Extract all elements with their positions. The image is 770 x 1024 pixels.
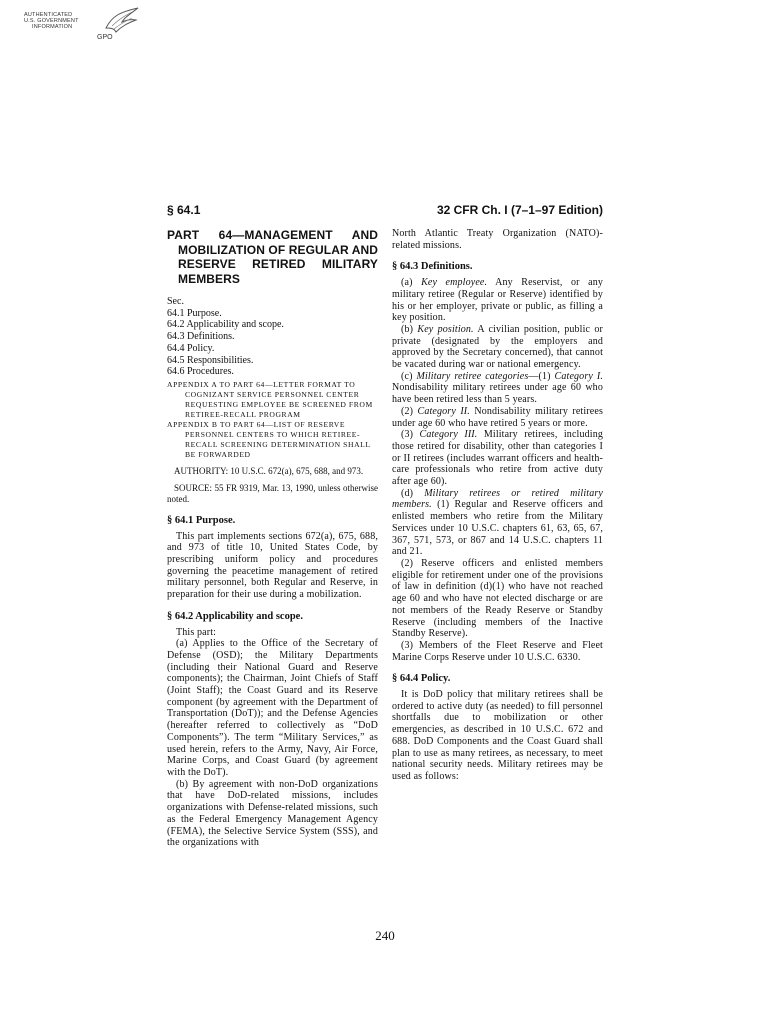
definition-text: Nondisability military retirees under age 60 who have retired 5 years or more. <box>392 405 603 429</box>
section-64-4-heading: § 64.4 Policy. <box>392 673 451 685</box>
toc-item: 64.5 Responsibilities. <box>167 354 254 366</box>
section-header: § 64.1 <box>167 203 201 217</box>
section-64-2-para-a: (a) Applies to the Office of the Secretary of Defense (OSD); the Military Departments (including their National Guard and Reserve components); the Chairman, Joint Chiefs of Staff (Joint Staff); the Coast Guard and its Reserve component (by agreement with the Department of Transportation (DoT)); and the Defense Agencies (hereafter referred to collectively as “DoD Components”). The term “Military Services,” as used herein, refers to the Army, Navy, Air Force, Marine Corps, and Coast Guard (by agreement with the DoT). <box>167 638 378 778</box>
stamp-line-2: U.S. GOVERNMENT <box>24 18 79 24</box>
section-64-2-heading: § 64.2 Applicability and scope. <box>167 610 303 622</box>
definition-text: Any Reservist, or any military retiree (Regular or Reserve) identified by his or her employer, private or public, as filling a key position. <box>392 277 603 324</box>
toc-item: 64.4 Policy. <box>167 342 215 354</box>
stamp-gpo: GPO <box>97 34 113 41</box>
toc-appendix-b: APPENDIX B TO PART 64—LIST OF RESERVE PERSONNEL CENTERS TO WHICH RETIREE-RECALL SCREENING DETERMINATION SHALL BE FORWARDED <box>167 419 371 459</box>
para-label: (a) <box>401 277 413 289</box>
source-note: SOURCE: 55 FR 9319, Mar. 13, 1990, unless otherwise noted. <box>167 482 378 504</box>
para-label: (c) <box>401 370 413 382</box>
section-64-3-heading: § 64.3 Definitions. <box>392 261 473 273</box>
defined-term: Category III. <box>419 429 478 441</box>
defined-term: Military retiree categories <box>416 370 529 382</box>
stamp-line-1: AUTHENTICATED <box>24 12 73 18</box>
right-column <box>392 228 603 783</box>
para-label: —(1) <box>528 370 551 382</box>
defined-term: Category II. <box>417 405 470 417</box>
definition-retiree-categories <box>392 371 603 406</box>
para-label: (3) <box>401 429 414 441</box>
definition-military-retirees <box>392 488 603 558</box>
section-64-2-para-b-continued: North Atlantic Treaty Organization (NATO)-related missions. <box>392 228 603 251</box>
section-64-2-intro: This part: <box>176 626 217 638</box>
defined-term: Military retirees or retired military members. <box>392 487 603 511</box>
defined-term: Category I. <box>554 370 603 382</box>
page-number: 240 <box>375 928 395 943</box>
toc-item: 64.1 Purpose. <box>167 307 222 319</box>
table-of-contents <box>167 308 378 378</box>
definition-category-iii <box>392 429 603 488</box>
definition-military-retirees-2: (2) Reserve officers and enlisted members eligible for retirement under one of the provisions of law in definition (d)(1) who have not reached age 60 and who have not elected discharge or are not members of the Ready Reserve or Standby Reserve (including members of the Inactive Standby Reserve). <box>392 557 603 640</box>
para-label: (b) <box>401 323 414 335</box>
toc-item: 64.6 Procedures. <box>167 366 234 378</box>
toc-item: 64.2 Applicability and scope. <box>167 319 284 331</box>
authority-note: AUTHORITY: 10 U.S.C. 672(a), 675, 688, and 973. <box>174 465 364 476</box>
definition-text: A civilian position, public or private (designated by the employers and approved by the Secretary concerned), that cannot be vacated during war or national emergency. <box>392 323 603 371</box>
toc-item: 64.3 Definitions. <box>167 331 235 343</box>
para-label: (2) <box>401 405 414 417</box>
toc-sec-label: Sec. <box>167 296 184 307</box>
toc-appendix-a: APPENDIX A TO PART 64—LETTER FORMAT TO COGNIZANT SERVICE PERSONNEL CENTER REQUESTING EMPLOYEE BE SCREENED FROM RETIREE-RECALL PROGRAM <box>167 379 373 419</box>
definition-key-position <box>392 324 603 371</box>
definition-key-employee <box>392 277 603 324</box>
section-64-1-text: This part implements sections 672(a), 675, 688, and 973 of title 10, United States Code, by prescribing uniform policy and procedures governing the peacetime management of retired military personnel, both Regular and Reserve, in preparation for their use during a mobilization. <box>167 530 378 601</box>
para-label: (d) <box>401 487 414 499</box>
edition-header: 32 CFR Ch. I (7–1–97 Edition) <box>436 203 603 217</box>
stamp-line-3: INFORMATION <box>32 24 73 30</box>
section-64-1-heading: § 64.1 Purpose. <box>167 514 236 526</box>
section-64-2-para-b: (b) By agreement with non-DoD organizations that have DoD-related missions, includes organizations with Defense-related missions, such as the Federal Emergency Management Agency (FEMA), the Selective Service System (SSS), and the organizations with <box>167 778 378 849</box>
definition-category-ii <box>392 406 603 429</box>
definition-text: (1) Regular and Reserve officers and enlisted members who retire from the Military Services under 10 U.S.C. chapters 61, 63, 65, 67, 367, 571, 573, or 867 and 14 U.S.C. chapters 11 and 21. <box>392 499 603 558</box>
part-title: PART 64—MANAGEMENT AND MOBILIZATION OF REGULAR AND RESERVE RETIRED MILITARY MEMBERS <box>167 228 379 286</box>
gpo-authentication-stamp <box>24 6 154 48</box>
section-64-4-text: It is DoD policy that military retirees shall be ordered to active duty (as needed) to fill personnel shortfalls due to mobilization or other emergencies, as described in 10 U.S.C. 672 and 688. DoD Components and the Coast Guard shall plan to use as many retirees, as necessary, to meet national security needs. Military retirees may be used as follows: <box>392 689 603 782</box>
definition-text: Nondisability military retirees under age 60 who have been retired less than 5 years. <box>392 382 603 406</box>
eagle-logo-icon <box>102 6 142 36</box>
left-column <box>167 228 378 849</box>
definition-military-retirees-3: (3) Members of the Fleet Reserve and Fleet Marine Corps Reserve under 10 U.S.C. 6330. <box>392 639 603 663</box>
defined-term: Key position. <box>417 323 474 335</box>
defined-term: Key employee. <box>421 277 488 289</box>
definition-text: Military retirees, including those retired for disability, other than categories I or II retirees (includes warrant officers and health-care professionals who retire from active duty after age 60). <box>392 429 604 488</box>
